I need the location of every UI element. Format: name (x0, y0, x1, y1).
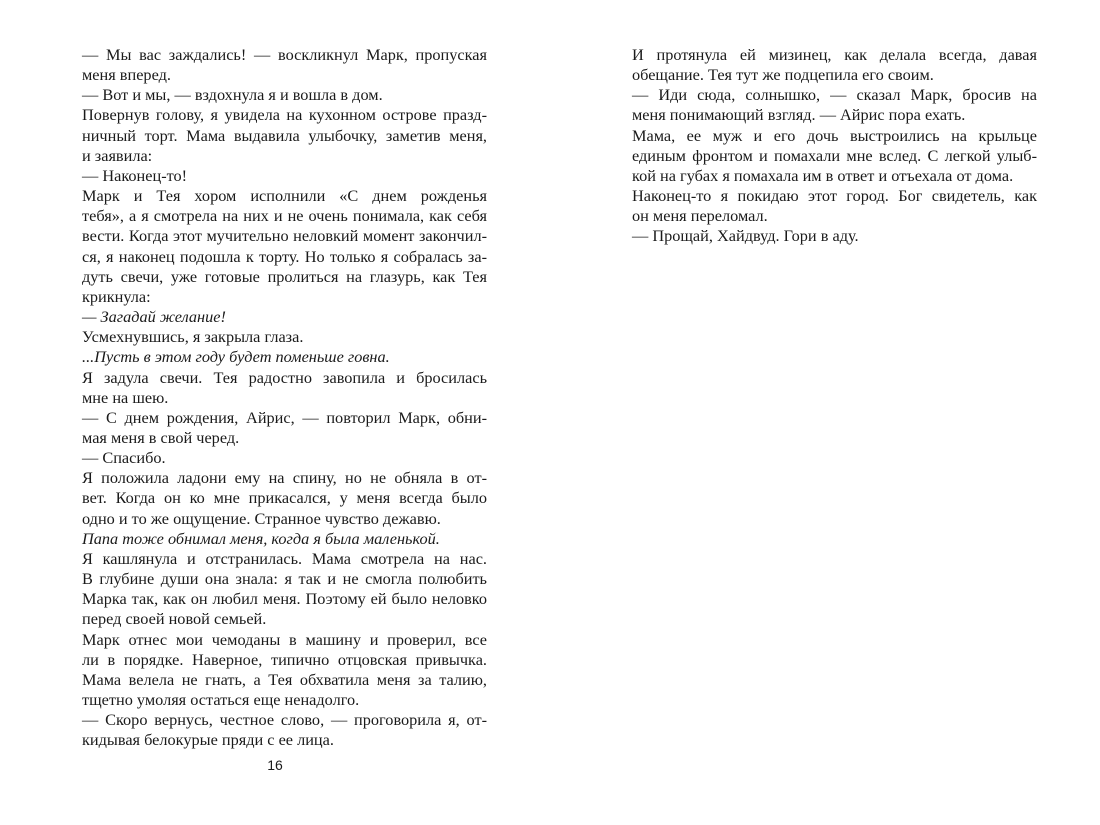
paragraph (613, 85, 1037, 125)
text-line: единым фронтом и помахали мне вслед. С легкой улыб- (632, 145, 1037, 165)
text-line: ся, я наконец подошла к торту. Но только я собралась за- (82, 246, 487, 266)
text-line: он меня переломал. (632, 206, 768, 226)
text-line: Усмехнувшись, я закрыла глаза. (82, 327, 304, 347)
text-line: Марка так, как он любил меня. Поэтому ей было неловко (82, 589, 487, 609)
text-line: Наконец-то я покидаю этот город. Бог свидетель, как (632, 186, 1037, 206)
text-line: — Загадай желание! (82, 307, 226, 327)
text-line: перед своей новой семьей. (82, 609, 267, 629)
text-line: — Спасибо. (82, 448, 166, 468)
text-line: тщетно умоляя остаться еще ненадолго. (82, 690, 360, 709)
text-line: Я кашлянула и отстранилась. Мама смотрела на нас. (82, 548, 487, 568)
text-line: Папа тоже обнимал меня, когда я была маленькой. (82, 528, 440, 548)
paragraph (63, 448, 487, 468)
text-line: — Скоро вернусь, честное слово, — проговорила я, от- (82, 710, 487, 730)
text-line: — Наконец-то! (82, 165, 188, 185)
text-line: И протянула ей мизинец, как делала всегда, давая (632, 45, 1037, 64)
paragraph (613, 186, 1037, 226)
paragraph (613, 226, 1037, 246)
text-line: Марк и Тея хором исполнили «С днем рожденья (82, 186, 487, 206)
right-page-text (613, 45, 1037, 247)
text-line: мая меня в свой черед. (82, 427, 240, 447)
text-line: ли в порядке. Наверное, типично отцовская привычка. (82, 649, 487, 669)
text-line: — Мы вас заждались! — воскликнул Марк, пропуская (82, 45, 487, 64)
text-line: кидывая белокурые пряди с ее лица. (82, 730, 334, 750)
text-line: обещание. Тея тут же подцепила его своим. (632, 65, 934, 85)
text-line: Мама, ее муж и его дочь выстроились на крыльце (632, 125, 1037, 145)
paragraph (63, 710, 487, 750)
text-line: ...Пусть в этом году будет поменьше говна. (82, 347, 390, 367)
paragraph (63, 549, 487, 630)
text-line: В глубине души она знала: я так и не смогла полюбить (82, 569, 487, 589)
page-number: 16 (267, 757, 283, 773)
paragraph (63, 630, 487, 711)
text-line: вет. Когда он ко мне прикасался, у меня всегда было (82, 488, 487, 508)
paragraph (613, 45, 1037, 85)
text-line: Мама велела не гнать, а Тея обхватила меня за талию, (82, 669, 487, 689)
text-line: — С днем рождения, Айрис, — повторил Марк, обни- (82, 407, 487, 427)
text-line: дуть свечи, уже готовые пролиться на глазурь, как Тея (82, 266, 487, 286)
paragraph (63, 529, 487, 549)
paragraph (63, 368, 487, 408)
paragraph (63, 468, 487, 528)
text-line: ничный торт. Мама выдавила улыбочку, заметив меня, (82, 125, 487, 145)
paragraph (613, 126, 1037, 186)
text-line: вести. Когда этот мучительно неловкий момент закончил- (82, 226, 487, 246)
paragraph (63, 45, 487, 85)
paragraph (63, 327, 487, 347)
text-line: Я задула свечи. Тея радостно завопила и бросилась (82, 367, 487, 387)
text-line: одно и то же ощущение. Странное чувство дежавю. (82, 508, 441, 528)
text-line: меня вперед. (82, 65, 171, 85)
text-line: мне на шею. (82, 387, 169, 407)
paragraph (63, 408, 487, 448)
text-line: Марк отнес мои чемоданы в машину и проверил, все (82, 629, 487, 649)
text-line: — Вот и мы, — вздохнула я и вошла в дом. (82, 85, 383, 105)
text-line: — Прощай, Хайдвуд. Гори в аду. (632, 226, 859, 246)
paragraph (63, 85, 487, 105)
paragraph (63, 105, 487, 165)
text-line: Я положила ладони ему на спину, но не обняла в от- (82, 468, 487, 488)
paragraph (63, 347, 487, 367)
text-line: тебя», а я смотрела на них и не очень понимала, как себя (82, 206, 487, 226)
left-page-text (63, 45, 487, 750)
text-line: Повернув голову, я увидела на кухонном острове празд- (82, 105, 487, 125)
paragraph (63, 166, 487, 186)
paragraph (63, 307, 487, 327)
text-line: кой на губах я помахала им в ответ и отъехала от дома. (632, 165, 1014, 185)
text-line: крикнула: (82, 286, 151, 306)
text-line: и заявила: (82, 145, 153, 165)
text-line: — Иди сюда, солнышко, — сказал Марк, бросив на (632, 85, 1037, 105)
text-line: меня понимающий взгляд. — Айрис пора ехать. (632, 105, 966, 125)
paragraph (63, 186, 487, 307)
